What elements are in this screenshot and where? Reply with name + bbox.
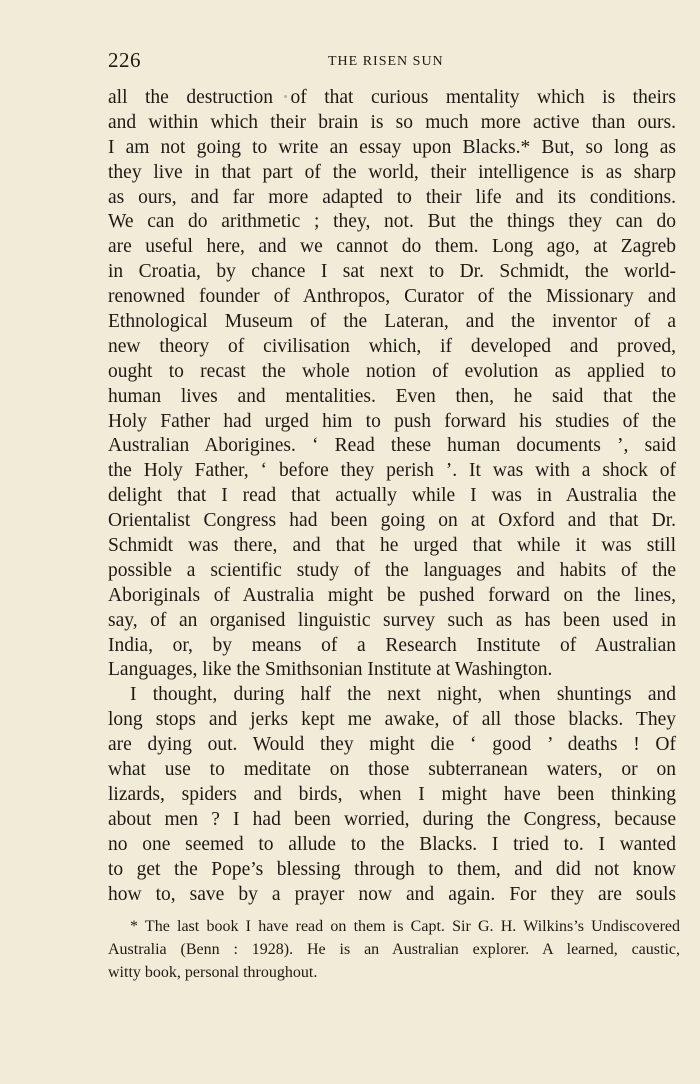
- text-line: Schmidt was there, and that he urged that while it was still: [108, 535, 676, 557]
- text-line: how to, save by a prayer now and again. For they are souls: [108, 883, 676, 905]
- footnote-line: * The last book I have read on them is Capt. Sir G. H. Wilkins’s Undiscovered: [130, 918, 680, 935]
- text-line: in Croatia, by chance I sat next to Dr. Schmidt, the world-: [108, 261, 676, 283]
- text-line: lizards, spiders and birds, when I might have been thinking: [108, 783, 676, 805]
- footnote-line: Australia (Benn : 1928). He is an Australian explorer. A learned, caustic,: [108, 941, 680, 958]
- text-line: I am not going to write an essay upon Blacks.* But, so long as: [108, 136, 676, 158]
- text-line: delight that I read that actually while I was in Australia the: [108, 485, 676, 507]
- text-line: long stops and jerks kept me awake, of all those blacks. They: [108, 709, 676, 731]
- page-header: [108, 48, 676, 76]
- text-line: about men ? I had been worried, during the Congress, because: [108, 808, 676, 830]
- text-line: Ethnological Museum of the Lateran, and the inventor of a: [108, 311, 676, 333]
- text-line: Orientalist Congress had been going on at Oxford and that Dr.: [108, 510, 676, 532]
- text-line: all the destruction of that curious mentality which is theirs: [108, 87, 676, 108]
- running-head: THE RISEN SUN: [328, 54, 444, 69]
- text-line: what use to meditate on those subterranean waters, or on: [108, 759, 676, 781]
- footnote: [108, 915, 680, 984]
- text-line: new theory of civilisation which, if developed and proved,: [108, 335, 676, 357]
- text-line: renowned founder of Anthropos, Curator of the Missionary and: [108, 286, 676, 308]
- text-line: to get the Pope’s blessing through to them, and did not know: [108, 858, 676, 880]
- text-line: and within which their brain is so much more active than ours.: [108, 111, 676, 133]
- text-line: Languages, like the Smithsonian Institute at Washington.: [108, 659, 553, 681]
- text-line: are dying out. Would they might die ‘ good ’ deaths ! Of: [108, 734, 676, 756]
- text-line: human lives and mentalities. Even then, he said that the: [108, 385, 676, 407]
- text-line: Aboriginals of Australia might be pushed forward on the lines,: [108, 584, 676, 606]
- text-line: India, or, by means of a Research Institute of Australian: [108, 634, 676, 656]
- text-line: they live in that part of the world, their intelligence is as sharp: [108, 161, 676, 183]
- page-number: 226: [108, 48, 141, 72]
- text-line: as ours, and far more adapted to their life and its conditions.: [108, 186, 676, 208]
- text-line: We can do arithmetic ; they, not. But the things they can do: [108, 211, 676, 233]
- text-line: possible a scientific study of the languages and habits of the: [108, 559, 676, 581]
- text-line: no one seemed to allude to the Blacks. I tried to. I wanted: [108, 833, 676, 855]
- text-line: ought to recast the whole notion of evolution as applied to: [108, 360, 676, 382]
- footnote-line: witty book, personal throughout.: [108, 964, 318, 981]
- text-line: say, of an organised linguistic survey such as has been used in: [108, 609, 676, 631]
- text-line: Australian Aborigines. ‘ Read these human documents ’, said: [108, 435, 676, 457]
- body-text: [108, 86, 676, 907]
- text-line: the Holy Father, ‘ before they perish ’. It was with a shock of: [108, 460, 676, 482]
- text-line: I thought, during half the next night, when shuntings and: [130, 684, 676, 706]
- text-line: Holy Father had urged him to push forward his studies of the: [108, 410, 676, 432]
- text-line: are useful here, and we cannot do them. Long ago, at Zagreb: [108, 236, 676, 258]
